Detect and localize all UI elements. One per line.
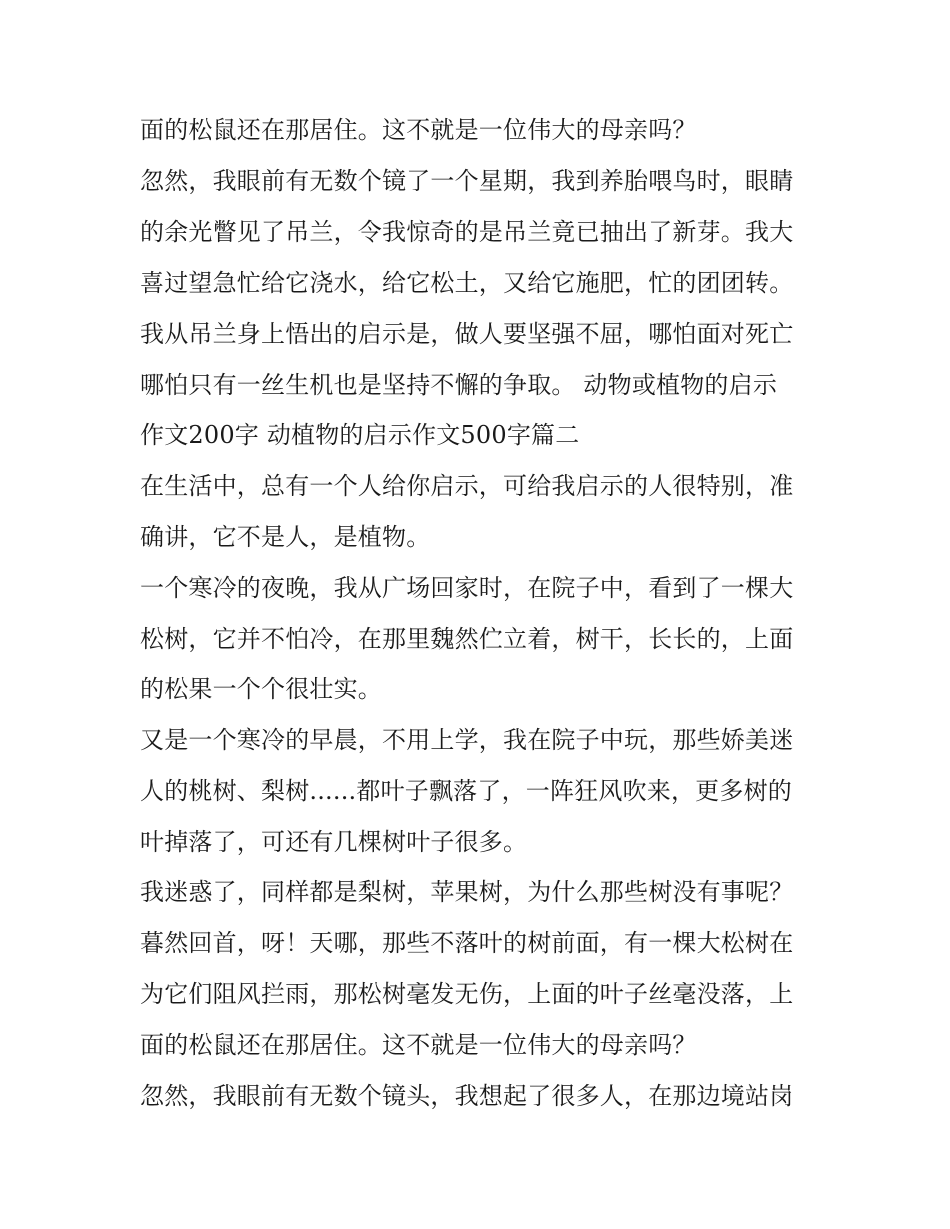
text-line: 为它们阻风拦雨，那松树毫发无伤，上面的叶子丝毫没落，上 bbox=[140, 980, 794, 1008]
section-heading: 作文200字 动植物的启示作文500字篇二 bbox=[140, 421, 580, 449]
text-line: 松树，它并不怕冷，在那里魏然伫立着，树干，长长的，上面 bbox=[140, 625, 794, 653]
text-line: 叶掉落了，可还有几棵树叶子很多。 bbox=[140, 828, 528, 856]
text-line: 哪怕只有一丝生机也是坚持不懈的争取。 动物或植物的启示 bbox=[140, 371, 778, 399]
text-line: 又是一个寒冷的早晨，不用上学，我在院子中玩，那些娇美迷 bbox=[140, 726, 794, 754]
text-line: 我从吊兰身上悟出的启示是，做人要坚强不屈，哪怕面对死亡 bbox=[140, 320, 794, 348]
text-line: 忽然，我眼前有无数个镜了一个星期，我到养胎喂鸟时，眼睛 bbox=[140, 167, 794, 195]
text-line: 喜过望急忙给它浇水，给它松土，又给它施肥，忙的团团转。 bbox=[140, 269, 794, 297]
text-line: 确讲，它不是人，是植物。 bbox=[140, 523, 431, 551]
text-line: 暮然回首，呀！天哪，那些不落叶的树前面，有一棵大松树在 bbox=[140, 929, 794, 957]
text-line: 的余光瞥见了吊兰，令我惊奇的是吊兰竟已抽出了新芽。我大 bbox=[140, 218, 794, 246]
text-line: 一个寒冷的夜晚，我从广场回家时，在院子中，看到了一棵大 bbox=[140, 574, 794, 602]
text-line: 我迷惑了，同样都是梨树，苹果树，为什么那些树没有事呢？ bbox=[140, 878, 794, 906]
text-line: 人的桃树、梨树......都叶子飘落了，一阵狂风吹来，更多树的 bbox=[140, 777, 792, 805]
text-line: 面的松鼠还在那居住。这不就是一位伟大的母亲吗？ bbox=[140, 1031, 697, 1059]
text-line: 忽然，我眼前有无数个镜头，我想起了很多人，在那边境站岗 bbox=[140, 1082, 794, 1110]
text-line: 在生活中，总有一个人给你启示，可给我启示的人很特别，准 bbox=[140, 472, 794, 500]
text-line: 的松果一个个很壮实。 bbox=[140, 675, 382, 703]
text-line: 面的松鼠还在那居住。这不就是一位伟大的母亲吗？ bbox=[140, 116, 697, 144]
